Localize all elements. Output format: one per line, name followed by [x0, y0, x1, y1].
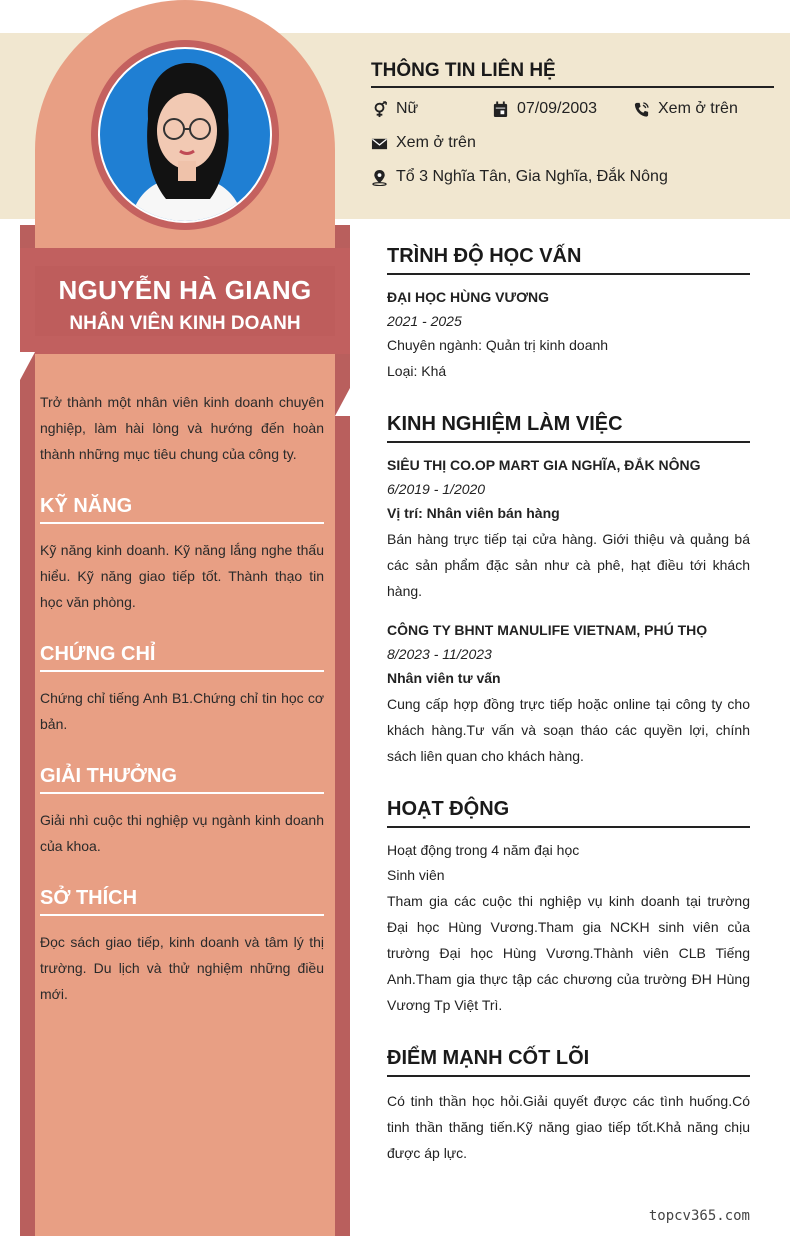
- experience-company: CÔNG TY BHNT MANULIFE VIETNAM, PHÚ THỌ: [387, 622, 708, 638]
- gender-value: Nữ: [396, 100, 419, 117]
- email-value[interactable]: Xem ở trên: [396, 134, 476, 151]
- contact-email: [371, 134, 476, 152]
- activities-role: Sinh viên: [387, 867, 445, 883]
- career-objective: Trở thành một nhân viên kinh doanh chuyên nghiệp, làm hài lòng và hướng đến hoàn thành những mục tiêu chung của công ty.: [40, 394, 324, 462]
- activities-heading: HOẠT ĐỘNG: [387, 798, 750, 828]
- ribbon-fold-right: [335, 388, 350, 416]
- education-major: Chuyên ngành: Quản trị kinh doanh: [387, 337, 609, 353]
- strengths-heading: ĐIỂM MẠNH CỐT LÕI: [387, 1047, 750, 1077]
- email-icon: [371, 135, 388, 152]
- location-icon: [371, 169, 388, 186]
- strengths-text: Có tinh thần học hỏi.Giải quyết được các tình huống.Có tinh thần thăng tiến.Kỹ năng giao tiếp tốt.Khả năng chịu được áp lực.: [387, 1093, 750, 1161]
- avatar: [98, 47, 272, 223]
- experience-period: 6/2019 - 1/2020: [387, 481, 486, 497]
- hobbies-heading: SỞ THÍCH: [40, 887, 324, 916]
- certificates-heading: CHỨNG CHỈ: [40, 643, 324, 672]
- ribbon-fold-left: [20, 352, 35, 380]
- dob-value: 07/09/2003: [517, 100, 598, 117]
- activities-line: Hoạt động trong 4 năm đại học: [387, 842, 580, 858]
- awards-text: Giải nhì cuộc thi nghiệp vụ ngành kinh doanh của khoa.: [40, 812, 324, 854]
- candidate-name: NGUYỄN HÀ GIANG: [58, 275, 312, 305]
- education-school: ĐẠI HỌC HÙNG VƯƠNG: [387, 289, 550, 305]
- education-grade: Loại: Khá: [387, 363, 447, 379]
- experience-position: Vị trí: Nhân viên bán hàng: [387, 505, 560, 521]
- calendar-icon: [492, 101, 509, 118]
- contact-gender: [371, 100, 418, 118]
- experience-period: 8/2023 - 11/2023: [387, 646, 492, 662]
- hobbies-text: Đọc sách giao tiếp, kinh doanh và tâm lý thị trường. Du lịch và thử nghiệm những điều mới.: [40, 934, 324, 1002]
- activities-description: Tham gia các cuộc thi nghiệp vụ kinh doanh tại trường Đại học Hùng Vương.Tham gia NCKH sinh viên của trường Đại học Hùng Vương.Thành viên CLB Tiếng Anh.Tham gia thực tập các chương của trường ĐH Hùng Vương Tp Việt Trì.: [387, 893, 750, 1013]
- contact-dob: [492, 100, 597, 118]
- portrait-photo: [100, 49, 272, 223]
- address-value: Tổ 3 Nghĩa Tân, Gia Nghĩa, Đắk Nông: [396, 168, 668, 185]
- contact-phone: [633, 100, 738, 118]
- phone-value[interactable]: Xem ở trên: [658, 100, 738, 117]
- contact-heading: THÔNG TIN LIÊN HỆ: [371, 60, 774, 88]
- contact-address: [371, 168, 668, 186]
- gender-icon: [371, 101, 388, 118]
- awards-heading: GIẢI THƯỞNG: [40, 765, 324, 794]
- job-title: NHÂN VIÊN KINH DOANH: [69, 313, 301, 334]
- experience-description: Bán hàng trực tiếp tại cửa hàng. Giới thiệu và quảng bá các sản phẩm đặc sản như cà phê, hạt điều tới khách hàng.: [387, 531, 750, 599]
- certificates-text: Chứng chỉ tiếng Anh B1.Chứng chỉ tin học cơ bản.: [40, 690, 324, 732]
- skills-text: Kỹ năng kinh doanh. Kỹ năng lắng nghe thấu hiểu. Kỹ năng giao tiếp tốt. Thành thạo tin học văn phòng.: [40, 542, 324, 610]
- education-heading: TRÌNH ĐỘ HỌC VẤN: [387, 245, 750, 275]
- education-period: 2021 - 2025: [387, 313, 462, 329]
- watermark: topcv365.com: [648, 1208, 750, 1224]
- phone-icon: [633, 101, 650, 118]
- experience-description: Cung cấp hợp đồng trực tiếp hoặc online tại công ty cho khách hàng.Tư vấn và soạn tháo các quyền lợi, chính sách liên quan cho khách hàng.: [387, 696, 750, 764]
- experience-company: SIÊU THỊ CO.OP MART GIA NGHĨA, ĐẮK NÔNG: [387, 457, 701, 473]
- skills-heading: KỸ NĂNG: [40, 495, 324, 524]
- experience-heading: KINH NGHIỆM LÀM VIỆC: [387, 413, 750, 443]
- experience-position: Nhân viên tư vấn: [387, 670, 501, 686]
